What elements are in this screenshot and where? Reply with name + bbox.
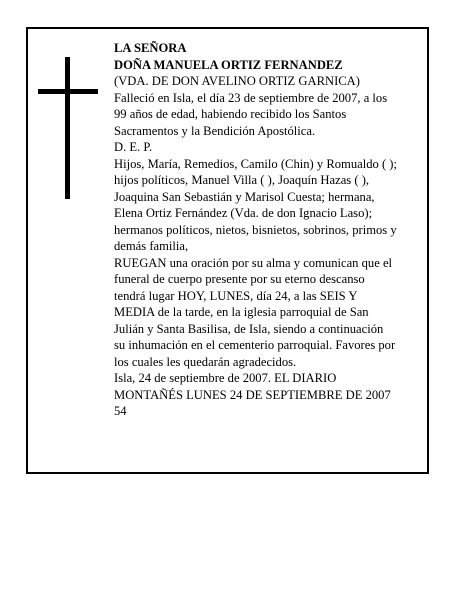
- notice-line: su inhumación en el cementerio parroquial. Favores por: [114, 338, 396, 352]
- notice-line: demás familia,: [114, 239, 189, 253]
- cross-icon: [38, 57, 98, 199]
- notice-line: los cuales les quedarán agradecidos.: [114, 354, 297, 369]
- notice-line: RUEGAN una oración por su alma y comunican que el: [114, 255, 393, 270]
- notice-line: MEDIA de la tarde, en la iglesia parroquial de San: [114, 305, 369, 319]
- cross-vertical-bar: [65, 57, 70, 199]
- notice-line: 99 años de edad, habiendo recibido los Santos: [114, 107, 347, 121]
- notice-line: D. E. P.: [114, 140, 153, 154]
- notice-line: Elena Ortiz Fernández (Vda. de don Ignacio Laso);: [114, 206, 373, 220]
- notice-line: 54: [114, 404, 127, 418]
- notice-line: (VDA. DE DON AVELINO ORTIZ GARNICA): [114, 74, 360, 88]
- notice-line: Sacramentos y la Bendición Apostólica.: [114, 123, 316, 138]
- notice-line: hijos políticos, Manuel Villa ( ), Joaquín Hazas ( ),: [114, 173, 370, 187]
- notice-line: Joaquina San Sebastián y Marisol Cuesta; hermana,: [114, 189, 375, 204]
- notice-line: hermanos políticos, nietos, bisnietos, sobrinos, primos y: [114, 222, 397, 237]
- deceased-name: DOÑA MANUELA ORTIZ FERNANDEZ: [114, 57, 343, 72]
- notice-text: [114, 40, 426, 420]
- notice-line: funeral de cuerpo presente por su eterno descanso: [114, 272, 365, 286]
- notice-line: tendrá lugar HOY, LUNES, día 24, a las SEIS Y: [114, 288, 358, 303]
- notice-line: MONTAÑÉS LUNES 24 DE SEPTIEMBRE DE 2007: [114, 387, 391, 402]
- cross-horizontal-bar: [38, 89, 98, 94]
- notice-line: Hijos, María, Remedios, Camilo (Chin) y Romualdo ( );: [114, 156, 397, 171]
- notice-heading: LA SEÑORA: [114, 41, 187, 55]
- notice-line: Falleció en Isla, el día 23 de septiembre de 2007, a los: [114, 90, 388, 105]
- obituary-notice: [26, 27, 429, 474]
- notice-line: Julián y Santa Basilisa, de Isla, siendo a continuación: [114, 321, 384, 336]
- notice-line: Isla, 24 de septiembre de 2007. EL DIARIO: [114, 371, 337, 385]
